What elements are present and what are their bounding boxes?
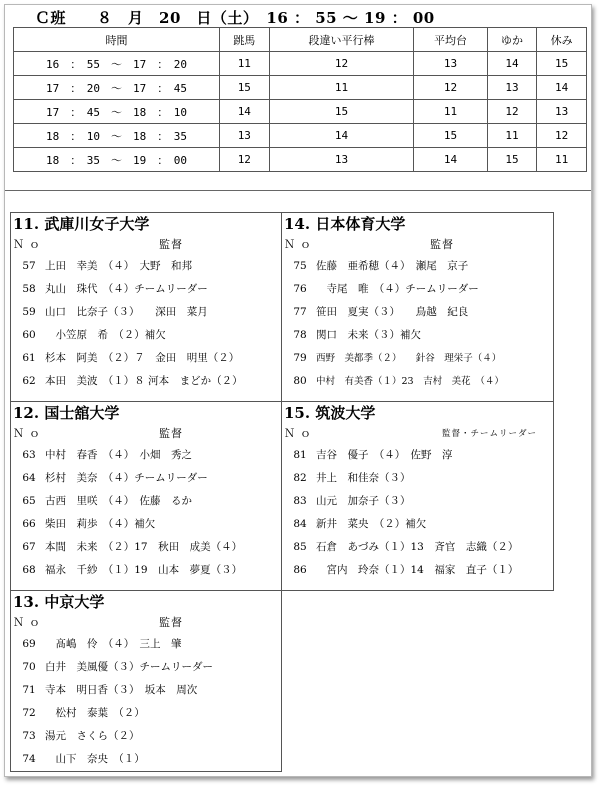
team-column-header	[11, 424, 281, 444]
cell-rest: 12	[537, 124, 587, 148]
member-entry: 山下 奈央 （１）	[45, 753, 145, 765]
member-entry: 丸山 珠代 （４）チームリーダー	[45, 283, 208, 295]
member-number: 62	[22, 375, 36, 387]
member-row	[11, 656, 281, 679]
header-balance-beam: 平均台	[414, 28, 487, 52]
member-entry: 寺尾 唯 （４）チームリーダー	[316, 283, 479, 295]
member-row	[282, 278, 553, 301]
time-slot: 17 ： 20 〜 17 ： 45	[14, 76, 220, 100]
member-row	[11, 301, 281, 324]
member-row	[11, 536, 281, 559]
member-number: 72	[22, 707, 36, 719]
team-column-header	[11, 613, 281, 633]
schedule-row	[14, 52, 587, 76]
member-entry: 石倉 あづみ（１）13 斉官 志織（２）	[316, 541, 519, 553]
member-row	[282, 559, 553, 582]
no-label: Ｎｏ	[13, 238, 45, 251]
member-row	[282, 301, 553, 324]
time-slot: 17 ： 45 〜 18 ： 10	[14, 100, 220, 124]
member-row	[282, 370, 553, 393]
cell-floor: 15	[487, 148, 537, 172]
team-column-header	[11, 235, 281, 255]
member-entry: 湯元 さくら（２）	[45, 730, 140, 742]
member-row	[282, 347, 553, 370]
schedule-row	[14, 148, 587, 172]
cell-rest: 15	[537, 52, 587, 76]
cell-vault: 14	[220, 100, 270, 124]
cell-rest: 13	[537, 100, 587, 124]
cell-rest: 14	[537, 76, 587, 100]
cell-balance-beam: 11	[414, 100, 487, 124]
cell-balance-beam: 15	[414, 124, 487, 148]
member-row	[11, 679, 281, 702]
cell-vault: 12	[220, 148, 270, 172]
member-number: 68	[22, 564, 36, 576]
schedule-row	[14, 76, 587, 100]
member-number: 59	[22, 306, 36, 318]
schedule-header-row	[14, 28, 587, 52]
member-number: 71	[22, 684, 36, 696]
team-box-nittai	[281, 212, 554, 402]
member-number: 70	[22, 661, 36, 673]
member-row	[11, 725, 281, 748]
member-row	[282, 467, 553, 490]
cell-vault: 13	[220, 124, 270, 148]
member-number: 82	[293, 472, 307, 484]
role-label: 監督	[159, 616, 183, 629]
team-title: 12. 国士舘大学	[13, 404, 120, 422]
team-column-header	[282, 235, 553, 255]
cell-floor: 14	[487, 52, 537, 76]
member-entry: 山元 加奈子（３）	[316, 495, 411, 507]
member-entry: 本田 美波 （１）８ 河本 まどか（２）	[45, 375, 243, 387]
member-entry: 寺本 明日香（３） 坂本 周次	[45, 684, 198, 696]
member-row	[11, 467, 281, 490]
member-number: 60	[22, 329, 36, 341]
member-entry: 関口 未来（３）補欠	[316, 329, 421, 341]
member-number: 85	[293, 541, 307, 553]
member-number: 86	[293, 564, 307, 576]
member-number: 67	[22, 541, 36, 553]
schedule-row	[14, 124, 587, 148]
page-heading: Ｃ班 ８ 月 20 日（土） 16 ： 55 〜 19 ： 00	[35, 9, 435, 27]
member-row	[282, 324, 553, 347]
member-row	[11, 633, 281, 656]
member-entry: 中村 有美香（１）23 吉村 美花 （４）	[316, 376, 504, 387]
header-vault: 跳馬	[220, 28, 270, 52]
member-entry: 髙嶋 伶 （４） 三上 肇	[45, 638, 182, 650]
no-label: Ｎｏ	[13, 616, 45, 629]
member-number: 77	[293, 306, 307, 318]
member-number: 84	[293, 518, 307, 530]
member-row	[11, 255, 281, 278]
member-entry: 山口 比奈子（３） 深田 菜月	[45, 306, 208, 318]
member-row	[11, 324, 281, 347]
member-entry: 小笠原 希 （２）補欠	[45, 329, 166, 341]
member-entry: 上田 幸美 （４） 大野 和邦	[45, 260, 192, 272]
member-row	[282, 536, 553, 559]
team-column-header	[282, 424, 553, 444]
member-number: 81	[293, 449, 307, 461]
member-number: 58	[22, 283, 36, 295]
header-time: 時間	[14, 28, 220, 52]
member-row	[11, 702, 281, 725]
member-row	[11, 559, 281, 582]
team-box-mukogawa	[10, 212, 282, 402]
member-entry: 柴田 莉歩 （４）補欠	[45, 518, 156, 530]
member-number: 80	[293, 375, 307, 387]
team-title: 15. 筑波大学	[284, 404, 376, 422]
member-number: 64	[22, 472, 36, 484]
member-entry: 井上 和佳奈（３）	[316, 472, 411, 484]
cell-uneven-bars: 15	[269, 100, 414, 124]
member-row	[11, 444, 281, 467]
cell-uneven-bars: 13	[269, 148, 414, 172]
member-entry: 笹田 夏実（３） 鳥越 紀良	[316, 306, 469, 318]
cell-balance-beam: 14	[414, 148, 487, 172]
team-box-tsukuba	[281, 401, 554, 591]
member-row	[282, 490, 553, 513]
role-label: 監督・チームリーダー	[442, 429, 538, 439]
member-row	[282, 255, 553, 278]
no-label: Ｎｏ	[284, 427, 316, 440]
member-number: 73	[22, 730, 36, 742]
member-row	[11, 278, 281, 301]
member-row	[11, 748, 281, 771]
member-entry: 古西 里咲 （４） 佐藤 るか	[45, 495, 192, 507]
member-row	[11, 513, 281, 536]
member-entry: 杉本 阿美 （２）７ 金田 明里（２）	[45, 352, 240, 364]
header-rest: 休み	[537, 28, 587, 52]
cell-uneven-bars: 14	[269, 124, 414, 148]
member-number: 79	[293, 352, 307, 364]
member-entry: 宮内 玲奈（１）14 福家 直子（１）	[316, 564, 519, 576]
cell-uneven-bars: 12	[269, 52, 414, 76]
member-entry: 中村 春香 （４） 小畑 秀之	[45, 449, 192, 461]
cell-rest: 11	[537, 148, 587, 172]
member-number: 57	[22, 260, 36, 272]
member-entry: 白井 美風優（３）チームリーダー	[45, 661, 213, 673]
cell-vault: 11	[220, 52, 270, 76]
member-entry: 新井 菜央 （２）補欠	[316, 518, 427, 530]
cell-floor: 13	[487, 76, 537, 100]
team-box-chukyo	[10, 590, 282, 772]
member-entry: 吉谷 優子 （４） 佐野 淳	[316, 449, 453, 461]
team-box-kokushikan	[10, 401, 282, 591]
time-slot: 16 ： 55 〜 17 ： 20	[14, 52, 220, 76]
member-number: 61	[22, 352, 36, 364]
member-number: 65	[22, 495, 36, 507]
role-label: 監督	[159, 238, 183, 251]
member-number: 75	[293, 260, 307, 272]
team-title: 13. 中京大学	[13, 593, 105, 611]
member-number: 69	[22, 638, 36, 650]
member-row	[11, 490, 281, 513]
member-number: 66	[22, 518, 36, 530]
section-divider	[5, 190, 591, 191]
time-slot: 18 ： 10 〜 18 ： 35	[14, 124, 220, 148]
header-floor: ゆか	[487, 28, 537, 52]
member-number: 63	[22, 449, 36, 461]
member-row	[11, 347, 281, 370]
schedule-table	[13, 27, 587, 172]
member-row	[282, 444, 553, 467]
cell-vault: 15	[220, 76, 270, 100]
cell-balance-beam: 12	[414, 76, 487, 100]
member-row	[282, 513, 553, 536]
member-number: 78	[293, 329, 307, 341]
member-number: 83	[293, 495, 307, 507]
member-number: 76	[293, 283, 307, 295]
member-entry: 西野 美都季（２） 針谷 理栄子（４）	[316, 353, 502, 364]
time-slot: 18 ： 35 〜 19 ： 00	[14, 148, 220, 172]
role-label: 監督	[159, 427, 183, 440]
cell-balance-beam: 13	[414, 52, 487, 76]
document-page	[4, 4, 592, 777]
role-label: 監督	[430, 238, 454, 251]
cell-floor: 12	[487, 100, 537, 124]
member-entry: 杉村 美奈 （４）チームリーダー	[45, 472, 208, 484]
team-title: 14. 日本体育大学	[284, 215, 406, 233]
member-entry: 佐藤 亜希穂（４） 瀬尾 京子	[316, 260, 469, 272]
member-entry: 松村 泰葉 （２）	[45, 707, 145, 719]
member-entry: 本間 未来 （２）17 秋田 成美（４）	[45, 541, 243, 553]
member-number: 74	[22, 753, 36, 765]
member-row	[11, 370, 281, 393]
cell-floor: 11	[487, 124, 537, 148]
no-label: Ｎｏ	[13, 427, 45, 440]
member-entry: 福永 千紗 （１）19 山本 夢夏（３）	[45, 564, 243, 576]
schedule-row	[14, 100, 587, 124]
team-title: 11. 武庫川女子大学	[13, 215, 150, 233]
header-uneven-bars: 段違い平行棒	[269, 28, 414, 52]
cell-uneven-bars: 11	[269, 76, 414, 100]
no-label: Ｎｏ	[284, 238, 316, 251]
